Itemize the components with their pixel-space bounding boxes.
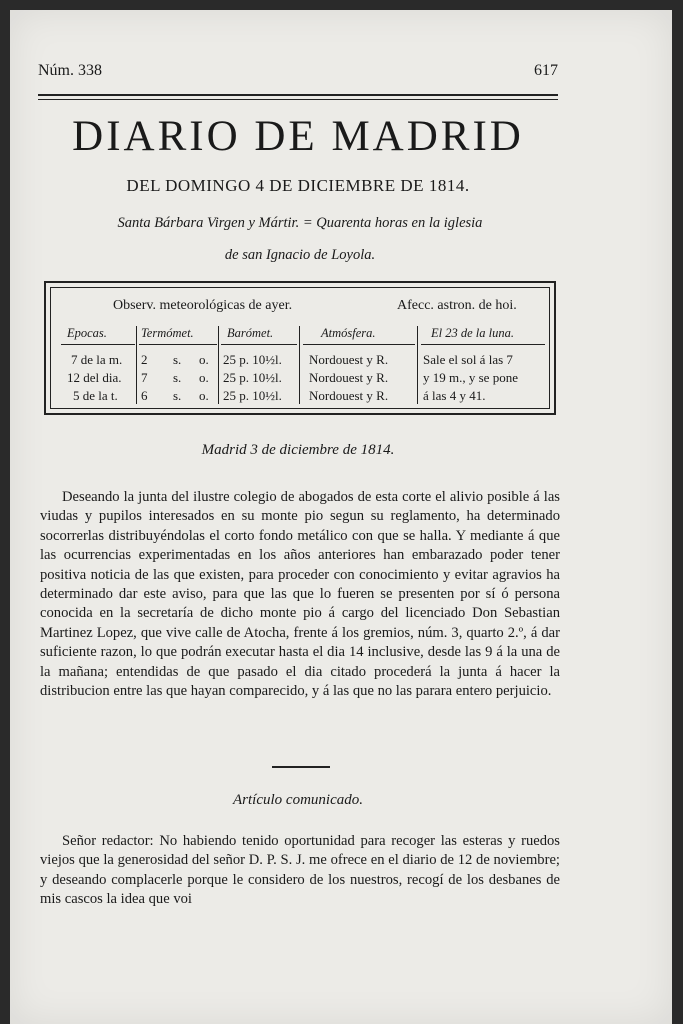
row3-termo-c: o. (199, 388, 209, 403)
header-row (38, 62, 558, 84)
meteorological-table (44, 281, 556, 415)
section-heading-articulo: Artículo comunicado. (233, 792, 363, 808)
row1-termo-c: o. (199, 352, 209, 367)
row2-barometro: 25 p. 10½l. (223, 370, 282, 385)
col-underline (61, 344, 135, 345)
row2-termo-c: o. (199, 370, 209, 385)
saints-line-1: Santa Bárbara Virgen y Mártir. = Quarenta horas en la iglesia (117, 215, 483, 231)
col-underline (421, 344, 545, 345)
section-divider (272, 766, 330, 768)
astro-line-1: Sale el sol á las 7 (423, 352, 513, 367)
col-luna: El 23 de la luna. (431, 326, 514, 340)
astro-line-3: á las 4 y 41. (423, 388, 486, 403)
row3-atmosfera: Nordouest y R. (309, 388, 389, 403)
col-divider (136, 326, 137, 404)
row1-termo-a: 2 (141, 352, 148, 367)
row3-termo-b: s. (173, 388, 182, 403)
row2-atmosfera: Nordouest y R. (309, 370, 389, 385)
header-rule-top (38, 94, 558, 96)
saints-line-2: de san Ignacio de Loyola. (224, 247, 376, 263)
col-barometro: Barómet. (227, 326, 274, 340)
col-underline (303, 344, 415, 345)
row3-epoca: 5 de la t. (73, 388, 118, 403)
col-epocas: Epocas. (67, 326, 107, 340)
col-divider (299, 326, 300, 404)
article-paragraph: Señor redactor: No habiendo tenido oportunidad para recoger las esteras y ruedos viejos que la generosidad del señor D. P. S. J. me ofrece en el diario de 12 de noviembre; y deseando complacerle porque le considero de los nuestros, recogí de los desbanes de mis cascos la idea que voi (40, 833, 560, 908)
col-underline (221, 344, 297, 345)
page-number: 617 (534, 62, 558, 79)
masthead-title: DIARIO DE MADRID (72, 113, 524, 160)
meteorological-table-inner (50, 287, 550, 409)
row1-termo-b: s. (173, 352, 182, 367)
issue-number: Núm. 338 (38, 62, 102, 79)
row1-epoca: 7 de la m. (71, 352, 123, 367)
article-junta-abogados (40, 488, 560, 701)
col-underline (139, 344, 217, 345)
row3-termo-a: 6 (141, 388, 148, 403)
col-divider (417, 326, 418, 404)
section-heading-madrid: Madrid 3 de diciembre de 1814. (201, 442, 395, 458)
meteo-title-left: Observ. meteorológicas de ayer. (113, 298, 293, 313)
article-paragraph: Deseando la junta del ilustre colegio de abogados de esta corte el alivio posible á las viudas y pupilos interesados en su monte pio segun su reglamento, ha determinado socorrerlas distribuyéndolas el corto fondo metálico con que se halla. Y mediante á que las ocurrencias experimentadas en los años anteriores han embarazado poder tener positiva noticia de las que existen, para proceder con conocimiento y evitar agravios ha determinado dar este aviso, para que las que lo fueren se presenten por sí ó persona conocida en la secretaría de dicho monte pio á cargo del licenciado Don Sebastian Martinez Lopez, que vive calle de Atocha, frente á los gremios, núm. 3, quarto 2.º, á dar suficiente razon, lo que podrán executar hasta el dia 14 inclusive, desde las 9 á la una de la mañana; entendidas de que pasado el dia citado procederá la junta á hacer la distribucion entre las que hayan comparecido, y á las que no las parara entero perjuicio. (40, 489, 560, 700)
astro-line-2: y 19 m., y se pone (423, 370, 518, 385)
saints-of-day (50, 207, 550, 271)
col-divider (218, 326, 219, 404)
header-rule-bottom (38, 99, 558, 100)
row2-termo-a: 7 (141, 370, 148, 385)
row2-termo-b: s. (173, 370, 182, 385)
dateline: DEL DOMINGO 4 DE DICIEMBRE DE 1814. (126, 176, 470, 195)
col-atmosfera: Atmósfera. (321, 326, 376, 340)
row1-atmosfera: Nordouest y R. (309, 352, 389, 367)
article-comunicado (40, 832, 560, 910)
col-termometro: Termómet. (141, 326, 194, 340)
newspaper-page (10, 10, 672, 1024)
row1-barometro: 25 p. 10½l. (223, 352, 282, 367)
row3-barometro: 25 p. 10½l. (223, 388, 282, 403)
row2-epoca: 12 del dia. (67, 370, 122, 385)
meteo-title-right: Afecc. astron. de hoi. (397, 298, 517, 313)
